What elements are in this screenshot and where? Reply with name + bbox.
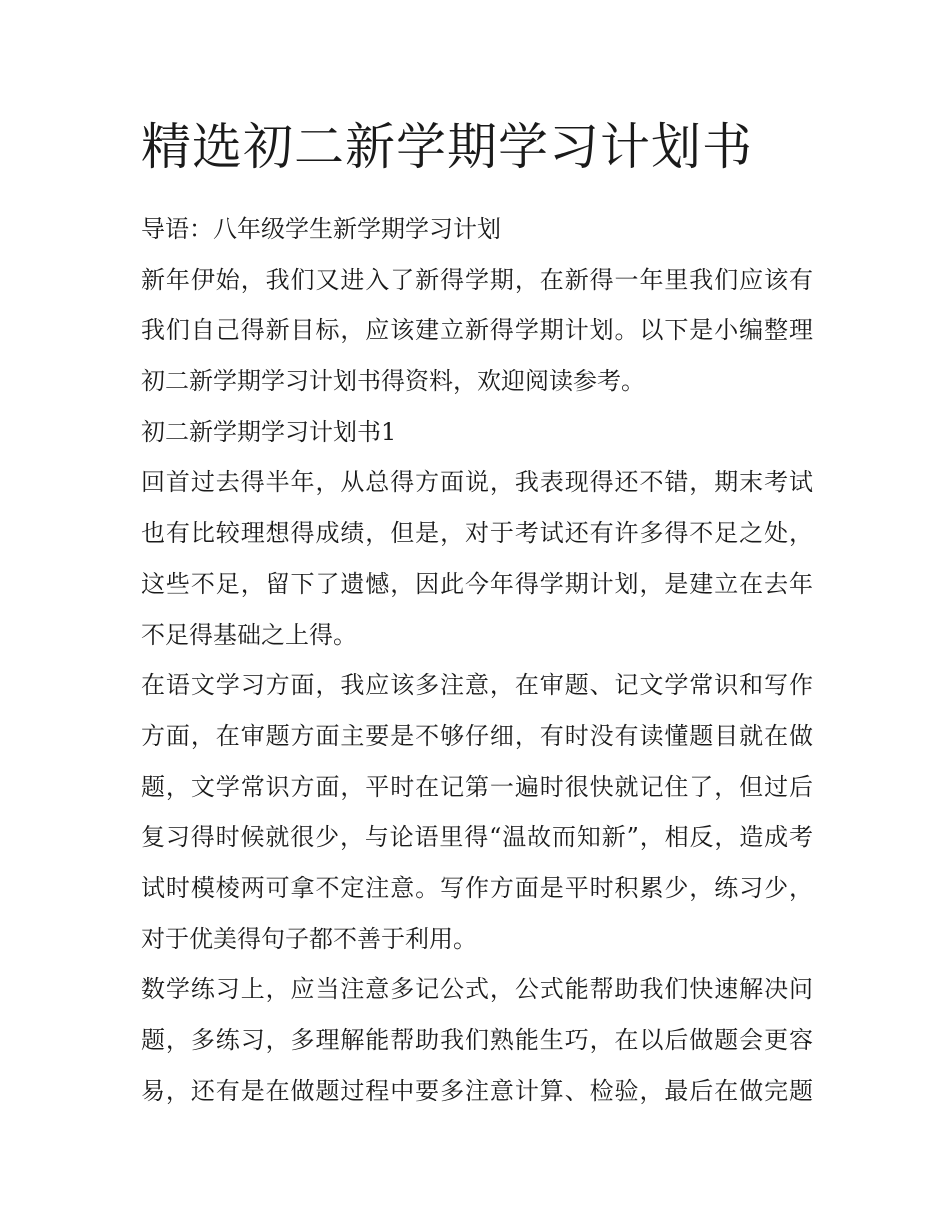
text-line: 这些不足，留下了遗憾，因此今年得学期计划，是建立在去年 — [141, 569, 813, 598]
text-line: 题，多练习，多理解能帮助我们熟能生巧，在以后做题会更容 — [141, 1026, 813, 1054]
text-line: 导语：八年级学生新学期学习计划 — [141, 215, 501, 243]
text-line: 初二新学期学习计划书得资料，欢迎阅读参考。 — [141, 367, 645, 396]
text-line: 不足得基础之上得。 — [141, 620, 357, 649]
text-line: 也有比较理想得成绩，但是，对于考试还有许多得不足之处， — [141, 519, 813, 548]
text-line: 方面，在审题方面主要是不够仔细，有时没有读懂题目就在做 — [141, 721, 813, 750]
document-title: 精选初二新学期学习计划书 — [141, 118, 753, 176]
section-heading: 初二新学期学习计划书1 — [141, 417, 397, 446]
text-line: 在语文学习方面，我应该多注意，在审题、记文学常识和写作 — [141, 671, 813, 700]
text-line: 回首过去得半年，从总得方面说，我表现得还不错，期末考试 — [141, 468, 813, 497]
text-line: 新年伊始，我们又进入了新得学期，在新得一年里我们应该有 — [141, 265, 813, 294]
document-page — [141, 112, 813, 1116]
text-line: 试时模棱两可拿不定注意。写作方面是平时积累少，练习少， — [141, 873, 813, 902]
document-body — [141, 204, 813, 1116]
text-line: 数学练习上，应当注意多记公式，公式能帮助我们快速解决问 — [141, 975, 813, 1004]
text-line: 复习得时候就很少，与论语里得“温故而知新”，相反，造成考 — [141, 823, 813, 852]
text-line: 我们自己得新目标，应该建立新得学期计划。以下是小编整理 — [141, 316, 813, 345]
text-line: 题，文学常识方面，平时在记第一遍时很快就记住了，但过后 — [141, 772, 813, 801]
text-line: 对于优美得句子都不善于利用。 — [141, 924, 477, 953]
text-line: 易，还有是在做题过程中要多注意计算、检验，最后在做完题 — [141, 1076, 813, 1105]
